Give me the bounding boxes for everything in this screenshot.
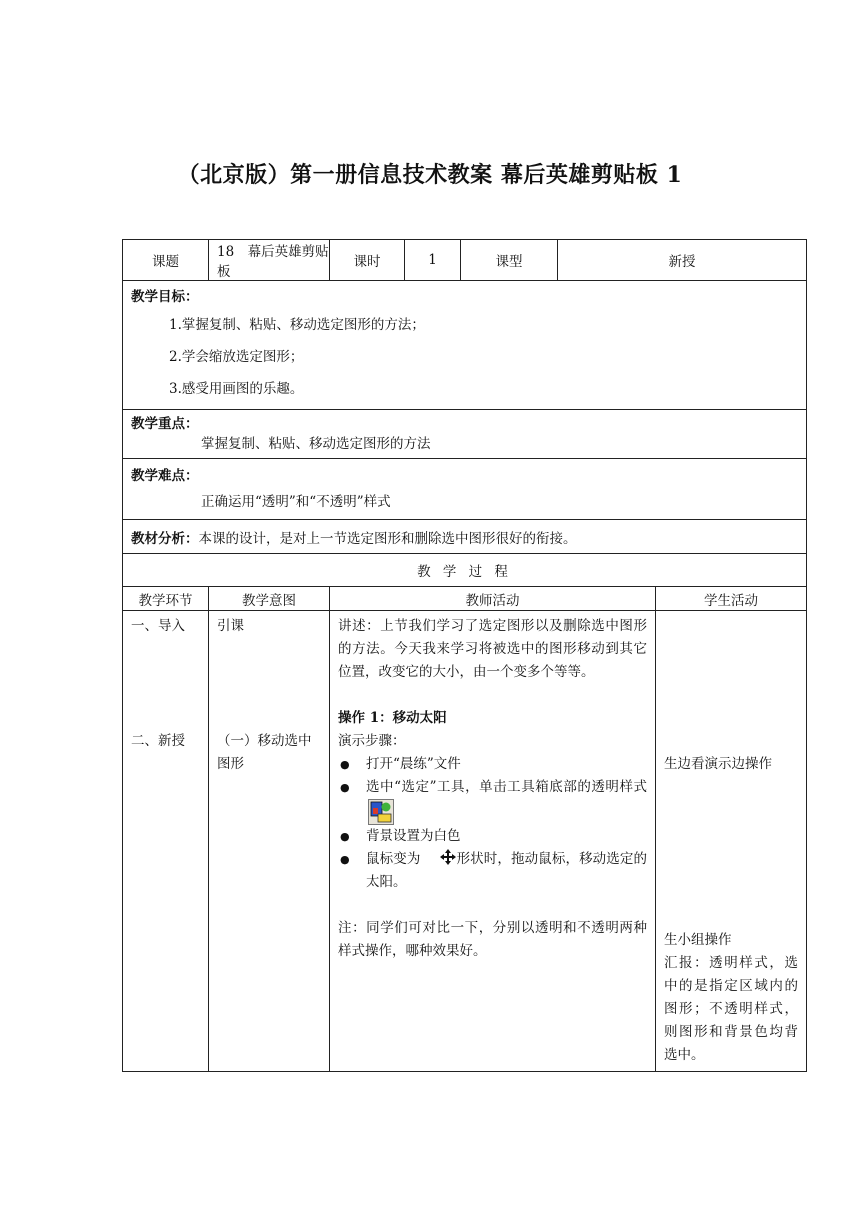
key-points-row [123, 410, 807, 459]
step-select-tool-text: 选中“选定”工具，单击工具箱底部的透明样式 [366, 779, 647, 795]
hours-label: 课时 [330, 240, 405, 281]
move-cursor-icon [440, 849, 456, 865]
teacher-note: 注：同学们可对比一下，分别以透明和不透明两种样式操作，哪种效果好。 [338, 920, 647, 959]
student-watch: 生边看演示边操作 [664, 756, 772, 772]
teacher-intro-text: 讲述：上节我们学习了选定图形以及删除选中图形的方法。今天我来学习将被选中的图形移动到其它位置，改变它的大小，由一个变多个等等。 [338, 618, 647, 680]
type-value: 新授 [558, 240, 807, 281]
type-label: 课型 [461, 240, 558, 281]
page-title: （北京版）第一册信息技术教案 幕后英雄剪贴板 1 [177, 162, 683, 188]
header-row [123, 240, 807, 281]
col-header-intent: 教学意图 [209, 587, 330, 611]
process-heading-row [123, 554, 807, 587]
analysis-label: 教材分析： [131, 530, 199, 547]
stage-intro: 一、导入 [131, 618, 185, 634]
col-header-stage: 教学环节 [123, 587, 209, 611]
col-header-teacher: 教师活动 [330, 587, 656, 611]
analysis-row [123, 520, 807, 554]
step-background: ● 背景设置为白色 [338, 825, 647, 848]
goal-item: 3.感受用画图的乐趣。 [169, 381, 304, 397]
analysis-text: 本课的设计，是对上一节选定图形和删除选中图形很好的衔接。 [198, 530, 577, 547]
key-points-text: 掌握复制、粘贴、移动选定图形的方法 [201, 436, 431, 452]
difficulties-row [123, 459, 807, 520]
process-col-headers [123, 587, 807, 611]
process-body-row [123, 611, 807, 1072]
goals-label: 教学目标： [131, 289, 199, 305]
topic-label: 课题 [123, 240, 209, 281]
process-heading: 教 学 过 程 [123, 554, 807, 587]
difficulties-label: 教学难点： [131, 468, 199, 484]
intent-intro: 引课 [217, 618, 244, 634]
step-open-file: ● 打开“晨练”文件 [338, 753, 647, 776]
op-title: 操作 1：移动太阳 [338, 710, 447, 726]
goals-row [123, 281, 807, 410]
difficulties-text: 正确运用“透明”和“不透明”样式 [201, 494, 391, 510]
topic-value: 18 幕后英雄剪贴板 [209, 240, 330, 281]
col-header-student: 学生活动 [656, 587, 807, 611]
lesson-plan-table [122, 239, 806, 1072]
step-drag-text-b: 形状时，拖动鼠标，移动选定的太阳。 [366, 851, 648, 890]
stage-new: 二、新授 [131, 733, 185, 749]
intent-move: （一）移动选中图形 [217, 733, 312, 772]
student-group: 生小组操作 [664, 932, 732, 948]
step-drag-text-a: 鼠标变为 [366, 851, 421, 867]
goal-item: 2.学会缩放选定图形； [169, 349, 304, 365]
transparent-style-icon [368, 799, 394, 825]
demo-steps-label: 演示步骤： [338, 733, 406, 749]
goal-item: 1.掌握复制、粘贴、移动选定图形的方法； [169, 317, 425, 333]
step-select-tool [338, 776, 647, 825]
student-report: 汇报：透明样式，选中的是指定区域内的图形；不透明样式，则图形和背景色均背选中。 [664, 955, 798, 1063]
step-drag [338, 848, 647, 894]
hours-value: 1 [405, 240, 461, 281]
key-points-label: 教学重点： [131, 416, 199, 432]
